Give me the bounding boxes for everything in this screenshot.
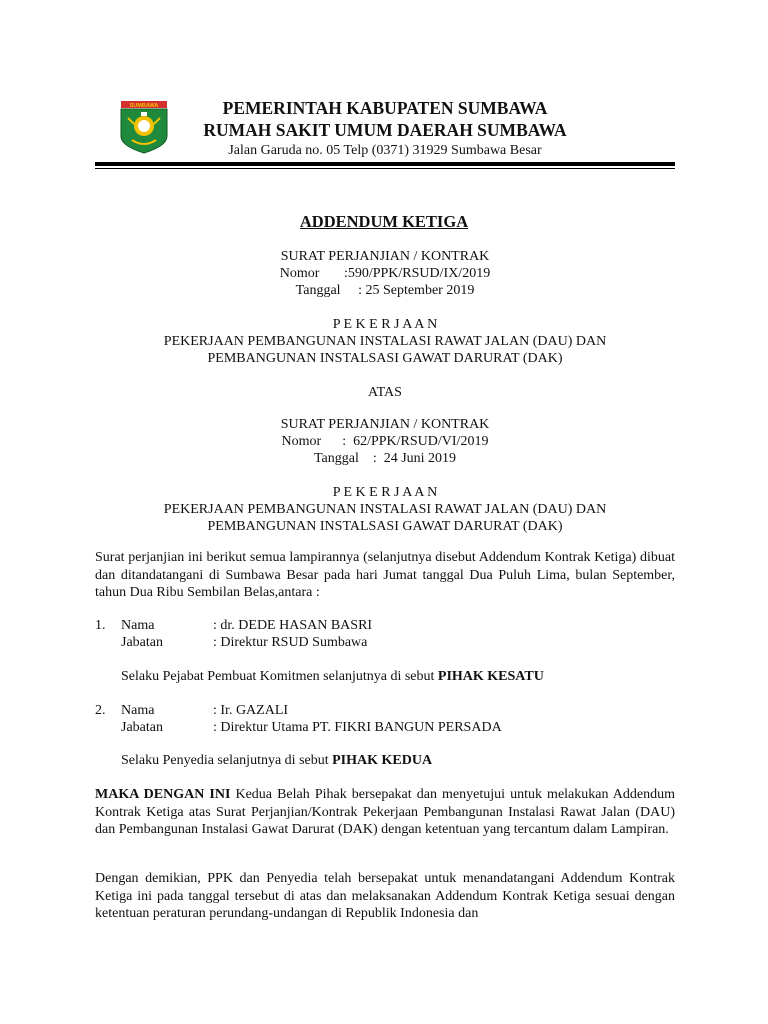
party-1: [95, 617, 675, 653]
document-title: ADDENDUM KETIGA: [299, 212, 469, 231]
party-2-nama-value: : Ir. GAZALI: [213, 703, 289, 718]
work-2-heading: P E K E R J A A N: [332, 485, 438, 500]
party-2-role: [121, 752, 432, 769]
agreement-text: Kedua Belah Pihak bersepakat dan menyetujui untuk melakukan Addendum Kontrak Ketiga atas Surat Perjanjian/Kontrak Pekerjaan Pembangunan Instalasi Rawat Jalan (DAU) dan Pembangunan Instalasi Gawat Darurat (DAK) dengan ketentuan yang tercantum dalam Lampiran.: [95, 787, 675, 837]
contract-2-heading: SURAT PERJANJIAN / KONTRAK: [280, 417, 490, 432]
agreement-paragraph: [95, 786, 675, 839]
party-2: [95, 702, 675, 738]
header-rule-thick: [95, 162, 675, 166]
work-1-block: [95, 316, 675, 367]
sumbawa-crest-logo: [118, 100, 170, 154]
party-1-jabatan-value: : Direktur RSUD Sumbawa: [213, 635, 368, 650]
contract-2-tanggal: Tanggal : 24 Juni 2019: [313, 451, 457, 466]
crest-icon: [118, 100, 170, 154]
party-1-number: 1.: [95, 618, 106, 633]
party-1-role: [121, 668, 544, 685]
work-2-block: [95, 484, 675, 535]
intro-paragraph: Surat perjanjian ini berikut semua lampirannya (selanjutnya disebut Addendum Kontrak Ketiga) dibuat dan ditandatangani di Sumbawa Besar pada hari Jumat tanggal Dua Puluh Lima, bulan September, tahun Dua Ribu Sembilan Belas,antara :: [95, 550, 675, 600]
hospital-name: RUMAH SAKIT UMUM DAERAH SUMBAWA: [203, 120, 567, 140]
contract-1-nomor: Nomor :590/PPK/RSUD/IX/2019: [279, 266, 491, 281]
contract-1-tanggal: Tanggal : 25 September 2019: [295, 283, 475, 298]
atas-label: ATAS: [368, 385, 402, 400]
contract-1-block: [95, 248, 675, 299]
party-1-role-text: Selaku Pejabat Pembuat Komitmen selanjutnya di sebut: [121, 669, 438, 684]
party-1-jabatan-label: Jabatan: [121, 635, 163, 650]
party-1-role-name: PIHAK KESATU: [437, 669, 544, 684]
work-1-heading: P E K E R J A A N: [332, 317, 438, 332]
svg-text:SUMBAWA: SUMBAWA: [129, 103, 159, 109]
agreement-lead: MAKA DENGAN INI: [95, 787, 231, 802]
party-2-jabatan-label: Jabatan: [121, 720, 163, 735]
contract-1-heading: SURAT PERJANJIAN / KONTRAK: [280, 249, 490, 264]
contract-2-nomor: Nomor : 62/PPK/RSUD/VI/2019: [281, 434, 489, 449]
party-1-nama-value: : dr. DEDE HASAN BASRI: [213, 618, 373, 633]
government-name: PEMERINTAH KABUPATEN SUMBAWA: [222, 98, 548, 118]
header-rule-thin: [95, 168, 675, 169]
closing-paragraph: Dengan demikian, PPK dan Penyedia telah bersepakat untuk menandatangani Addendum Kontrak Ketiga ini pada tanggal tersebut di atas dan melaksanakan Addendum Kontrak Ketiga sesuai dengan ketentuan peraturan perundang-undangan di Republik Indonesia dan: [95, 871, 675, 921]
letterhead: [170, 97, 600, 161]
party-2-role-text: Selaku Penyedia selanjutnya di sebut: [121, 753, 333, 768]
party-2-role-name: PIHAK KEDUA: [332, 753, 433, 768]
work-2-line-1: PEKERJAAN PEMBANGUNAN INSTALASI RAWAT JALAN (DAU) DAN: [163, 502, 607, 517]
party-1-nama-label: Nama: [121, 618, 155, 633]
hospital-address: Jalan Garuda no. 05 Telp (0371) 31929 Sumbawa Besar: [228, 143, 542, 158]
party-2-number: 2.: [95, 703, 106, 718]
work-2-line-2: PEMBANGUNAN INSTALSASI GAWAT DARURAT (DAK): [207, 519, 563, 534]
work-1-line-2: PEMBANGUNAN INSTALSASI GAWAT DARURAT (DAK): [207, 351, 563, 366]
party-2-nama-label: Nama: [121, 703, 155, 718]
party-2-jabatan-value: : Direktur Utama PT. FIKRI BANGUN PERSADA: [213, 720, 502, 735]
work-1-line-1: PEKERJAAN PEMBANGUNAN INSTALASI RAWAT JALAN (DAU) DAN: [163, 334, 607, 349]
contract-2-block: [95, 416, 675, 467]
